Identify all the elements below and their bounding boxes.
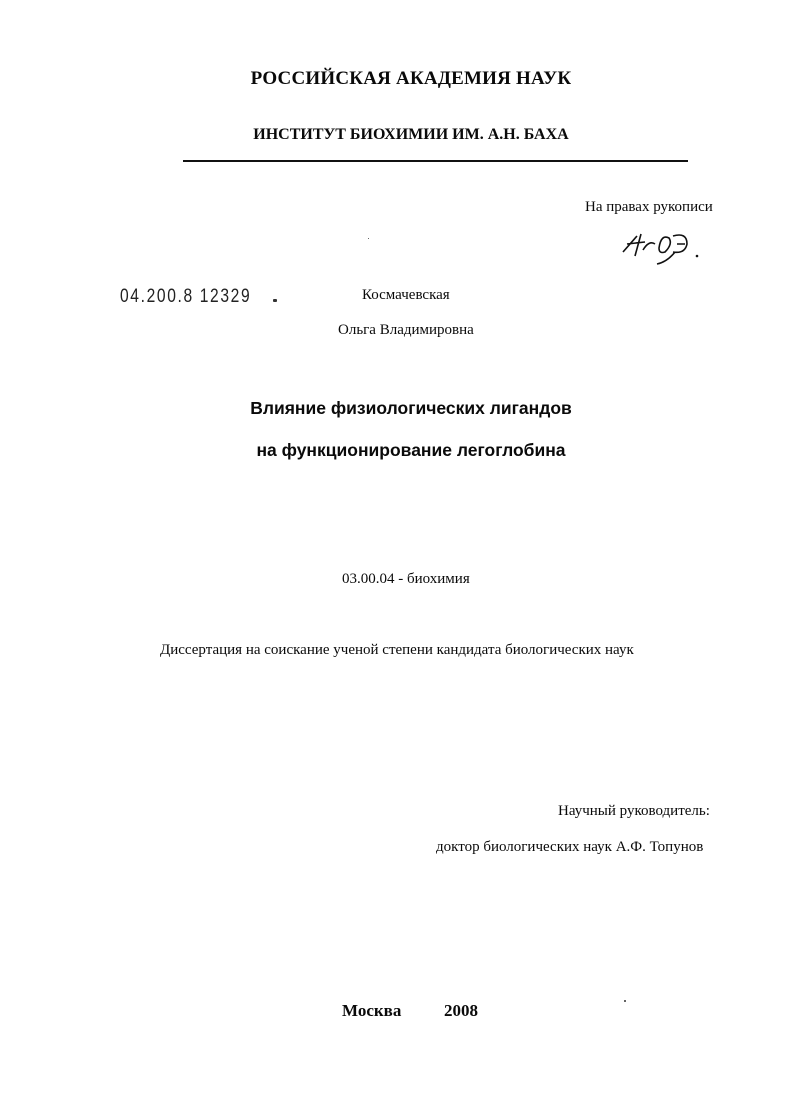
scan-speck [624,1000,626,1002]
scan-speck [368,238,369,239]
header-divider [183,160,688,162]
supervisor-label: Научный руководитель: [558,803,710,819]
degree-statement: Диссертация на соискание ученой степени кандидата биологических наук [160,642,634,658]
signature-icon [615,222,705,268]
rights-note: На правах рукописи [585,199,713,215]
year: 2008 [444,1001,478,1020]
specialty-code: 03.00.04 - биохимия [342,571,470,587]
supervisor-name: доктор биологических наук А.Ф. Топунов [436,839,704,855]
city: Москва [342,1001,402,1020]
institute-heading: ИНСТИТУТ БИОХИМИИ ИМ. А.Н. БАХА [253,126,569,143]
academy-heading: РОССИЙСКАЯ АКАДЕМИЯ НАУК [250,68,572,89]
stamp-mark [273,299,277,302]
author-surname: Космачевская [362,287,450,303]
author-name: Ольга Владимировна [338,322,474,338]
archive-stamp: 04.200.8 12329 [120,286,252,307]
thesis-title-line-2: на функционирование легоглобина [256,440,566,460]
thesis-title-line-1: Влияние физиологических лигандов [250,398,572,418]
